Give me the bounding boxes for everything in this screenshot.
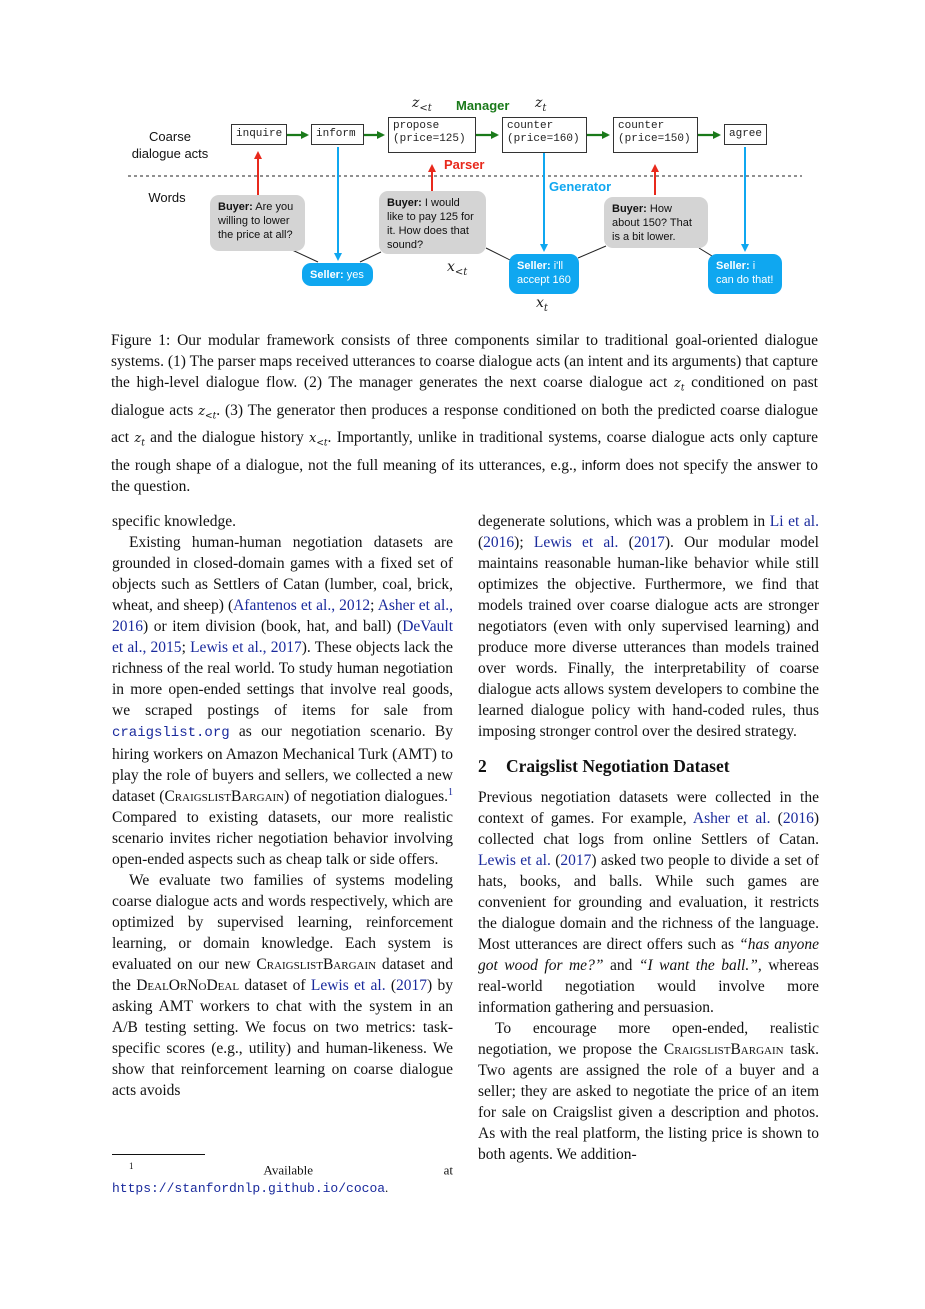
- citation-year-link[interactable]: 2017: [633, 534, 665, 551]
- act-box-propose: propose (price=125): [388, 117, 476, 153]
- paragraph: [112, 532, 453, 870]
- text: ) of negotiation dialogues.: [284, 788, 448, 805]
- text: (: [770, 810, 783, 827]
- text: specific knowledge.: [112, 513, 236, 530]
- right-column: [478, 511, 819, 1165]
- paragraph: [478, 511, 819, 742]
- act-box-counter-160: counter (price=160): [502, 117, 587, 153]
- text: (: [385, 977, 397, 994]
- caption-text: and the dialogue history: [144, 429, 310, 447]
- quote: “I want the ball.”: [638, 957, 758, 974]
- text: (: [618, 534, 634, 551]
- text: (: [550, 852, 561, 869]
- act-box-inquire: inquire: [231, 124, 287, 145]
- citation-link[interactable]: Li et al.: [769, 513, 819, 530]
- citation-link[interactable]: Afantenos et al., 2012: [233, 597, 371, 614]
- footnote-marker[interactable]: 1: [448, 786, 453, 798]
- section-title: Craigslist Negotiation Dataset: [506, 756, 730, 776]
- math-z-t: $z_t$: [673, 376, 685, 394]
- citation-year-link[interactable]: 2017: [560, 852, 592, 869]
- section-heading: [478, 756, 819, 777]
- citation-link[interactable]: Asher et al.: [692, 810, 771, 827]
- paragraph: [478, 1018, 819, 1165]
- inform-term: inform: [581, 456, 621, 473]
- paragraph: [112, 511, 453, 532]
- citation-link[interactable]: DeVault et al., 2015: [112, 618, 453, 656]
- row-label-line: Coarse: [149, 129, 191, 144]
- x-t-label: $x_t$: [536, 295, 548, 314]
- math-x-prev: $x_{<t}$: [309, 431, 328, 449]
- text: (: [478, 534, 484, 551]
- section-number: 2: [478, 756, 487, 776]
- text: task. Two agents are assigned the role of a buyer and a seller; they are asked to negotiate the price of an item for sale on Craigslist given a description and photos. As with the real platform, the listing price is shown to both agents. We addition-: [478, 1041, 819, 1163]
- act-box-agree: agree: [724, 124, 767, 145]
- caption-text: does not specify the answer to the question.: [111, 456, 819, 495]
- turn-connector-4: [578, 246, 606, 258]
- text: dataset of: [239, 977, 311, 994]
- caption-text: . (3) The generator then produces a response conditioned on both the predicted coarse dialogue act: [111, 401, 818, 447]
- math-z-prev: $z_{<t}$: [198, 403, 217, 422]
- paragraph: [112, 870, 453, 1101]
- footnote-number: 1: [129, 1161, 134, 1171]
- manager-label: Manager: [456, 98, 510, 113]
- turn-connector-2: [360, 252, 381, 262]
- text: We evaluate two families of systems modeling coarse dialogue acts and words respectively, which are optimized by supervised learning, reinforcement learning, or domain knowledge. Each system is evaluated on our new: [112, 872, 453, 973]
- text: and: [603, 957, 639, 974]
- text: ). These objects lack the richness of the real world. To study human negotiation in more open-ended settings that involve real goods, we scraped postings of items for sale from: [112, 639, 454, 719]
- words-label: Words: [148, 190, 186, 205]
- figure-caption: [111, 330, 818, 497]
- citation-link[interactable]: Lewis et al.: [310, 977, 386, 994]
- text: ) collected chat logs from online Settlers of Catan.: [478, 810, 819, 848]
- parser-label: Parser: [444, 157, 485, 172]
- dataset-name: DealOrNoDeal: [136, 977, 240, 994]
- text: dataset and the: [112, 956, 453, 994]
- text: Compared to existing datasets, our more realistic scenario invites richer negotiation behavior involving open-ended aspects such as cheap talk or side offers.: [112, 809, 453, 868]
- text: ) or item division (book, hat, and ball) (: [143, 618, 403, 635]
- text: ) by asking AMT workers to chat with the system in an A/B testing setting. We focus on two metrics: task-specific scores (e.g., utility) and human-likeness. We show that reinforcement learning on coarse dialogue acts avoids: [112, 977, 453, 1099]
- craigslist-link[interactable]: craigslist.org: [112, 725, 230, 741]
- citation-link[interactable]: Lewis et al., 2017: [190, 639, 302, 656]
- math-z-t: $z_t$: [134, 431, 145, 449]
- caption-text: conditioned on past dialogue acts: [111, 374, 818, 419]
- dataset-name: CraigslistBargain: [663, 1041, 784, 1058]
- citation-year-link[interactable]: 2017: [396, 977, 428, 994]
- dataset-name: CraigslistBargain: [164, 788, 285, 805]
- figure-label: Figure 1:: [111, 332, 171, 349]
- text: , whereas real-world negotiation would involve more information gathering and persuasion.: [478, 957, 819, 1016]
- text: ) asked two people to divide a set of hats, books, and balls. While such games are convenient for grounding and evaluation, it restricts the dialogue domain and the richness of the language. Most utterances are direct offers such as: [478, 852, 819, 953]
- z-t-label: $z_t$: [535, 95, 547, 114]
- act-box-inform: inform: [311, 124, 364, 145]
- quote: “has anyone got wood for me?”: [478, 936, 819, 974]
- citation-year-link[interactable]: 2016: [483, 534, 515, 551]
- turn-connector-5: [699, 248, 712, 256]
- text: ;: [370, 597, 378, 614]
- utterance-buyer-3: Buyer: How about 150? That is a bit lower.: [604, 197, 708, 248]
- paragraph: [478, 787, 819, 1018]
- utterance-buyer-1: Buyer: Are you willing to lower the price at all?: [210, 195, 305, 251]
- caption-text: Our modular framework consists of three components similar to traditional goal-oriented dialogue systems. (1) The parser maps received utterances to coarse dialogue acts (an intent and its arguments) that capture the high-level dialogue flow. (2) The manager generates the next coarse dialogue act: [111, 332, 818, 391]
- left-column: [112, 511, 453, 1101]
- citation-year-link[interactable]: 2016: [782, 810, 814, 827]
- text: ;: [181, 639, 191, 656]
- footnote: [112, 1157, 453, 1198]
- row-label-line: dialogue acts: [131, 146, 209, 161]
- text: as our negotiation scenario. By hiring workers on Amazon Mechanical Turk (AMT) to play the role of buyers and sellers, we collected a new dataset (: [112, 723, 453, 805]
- text: ). Our modular model maintains reasonable human-like behavior while still optimizes the objective. Furthermore, we find that models trained over coarse dialogue acts are stronger negotiators (even with only supervised learning) and produce more diverse utterances than models trained over words. Finally, the interpretability of coarse dialogue acts allows system developers to combine the learned dialogue policy with hand-coded rules, thus imposing stronger control over the desired strategy.: [478, 534, 819, 740]
- text: Previous negotiation datasets were collected in the context of games. For example,: [478, 789, 819, 827]
- x-prev-label: $x_{<t}$: [447, 259, 468, 278]
- citation-link[interactable]: Lewis et al.: [533, 534, 619, 551]
- act-box-counter-150: counter (price=150): [613, 117, 698, 153]
- coarse-dialogue-acts-label: [120, 128, 220, 162]
- text: Existing human-human negotiation datasets are grounded in closed-domain games with a fixed set of objects such as Settlers of Catan (lumber, coal, brick, wheat, and sheep) (: [112, 534, 453, 614]
- text: To encourage more open-ended, realistic negotiation, we propose the: [478, 1020, 819, 1058]
- utterance-buyer-2: Buyer: I would like to pay 125 for it. How does that sound?: [379, 191, 486, 254]
- utterance-seller-3: Seller: i can do that!: [708, 254, 782, 294]
- utterance-seller-1: Seller: yes: [302, 263, 373, 286]
- generator-label: Generator: [549, 179, 612, 194]
- figure-1: [0, 0, 925, 320]
- caption-text: . Importantly, unlike in traditional systems, coarse dialogue acts only capture the rough shape of a dialogue, not the full meaning of its utterances, e.g.,: [111, 429, 818, 474]
- z-prev-label: $z_{<t}$: [412, 95, 432, 114]
- citation-link[interactable]: Lewis et al.: [478, 852, 551, 869]
- text: Available at: [133, 1162, 453, 1178]
- text: degenerate solutions, which was a problem in: [478, 513, 770, 530]
- footnote-divider: [112, 1154, 205, 1155]
- text: .: [385, 1180, 389, 1196]
- dataset-name: CraigslistBargain: [256, 956, 377, 973]
- citation-link[interactable]: Asher et al., 2016: [112, 597, 453, 635]
- text: );: [514, 534, 534, 551]
- utterance-seller-2: Seller: i'll accept 160: [509, 254, 579, 294]
- footnote-url-link[interactable]: https://stanfordnlp.github.io/cocoa: [112, 1181, 386, 1197]
